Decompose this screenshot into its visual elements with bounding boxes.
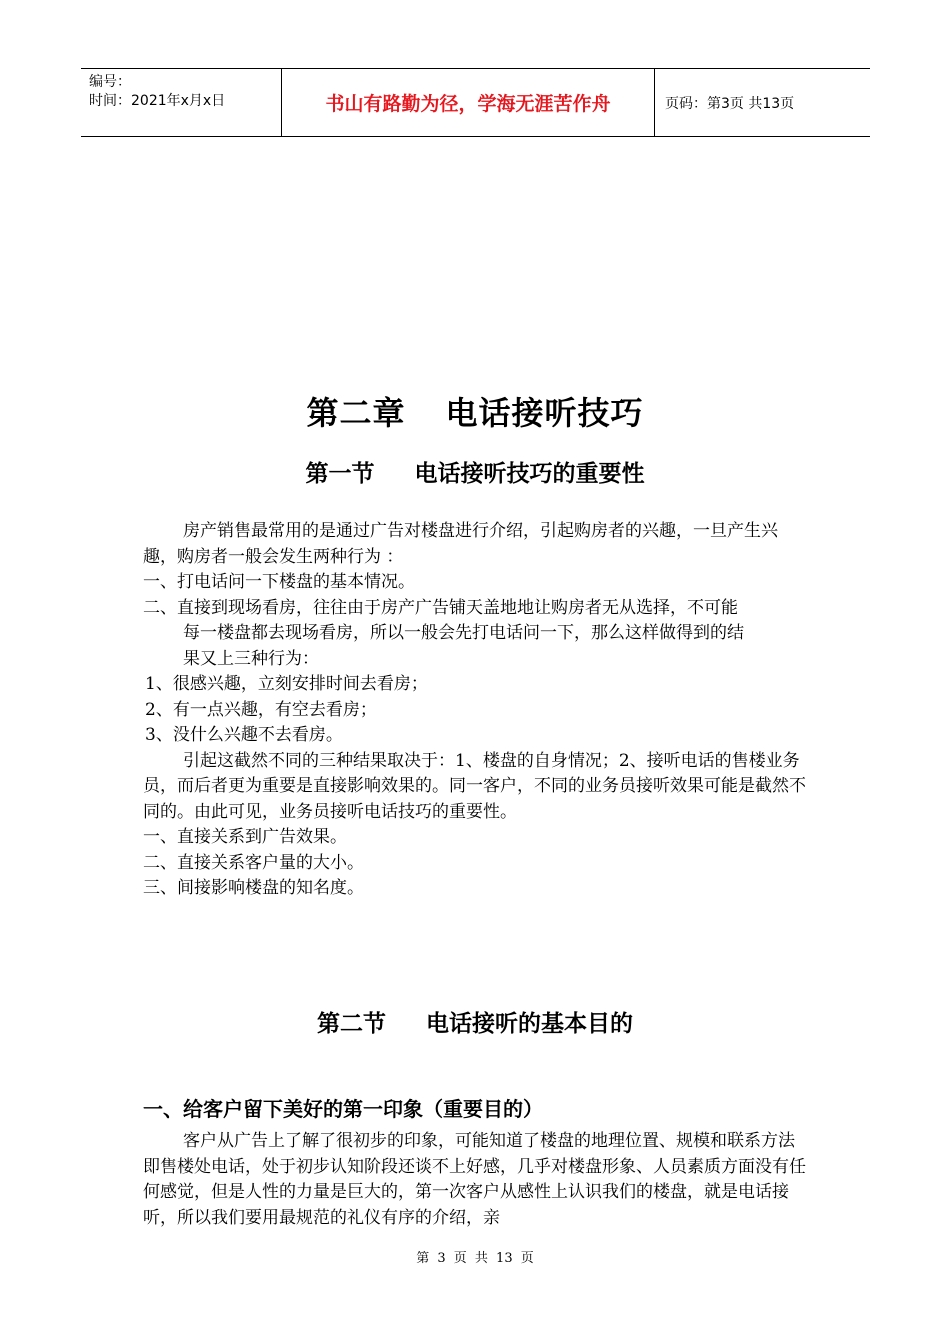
page-header [81,68,870,137]
list-item: 1、很感兴趣，立刻安排时间去看房； [145,674,428,694]
section-2-body [143,1129,810,1231]
document-number-label: 编号： [89,74,131,90]
paragraph: 每一楼盘都去现场看房，所以一般会先打电话问一下，那么这样做得到的结 [183,623,744,643]
header-meta-cell [81,69,282,136]
section-1-title [0,455,950,488]
section-2-subheading: 一、给客户留下美好的第一印象（重要目的） [143,1097,543,1121]
section-2-title [0,1005,950,1038]
list-item: 一、直接关系到广告效果。 [143,827,347,847]
header-motto: 书山有路勤为径，学海无涯苦作舟 [282,69,655,136]
list-item: 2、有一点兴趣，有空去看房； [145,699,377,720]
document-time-label: 时间：2021年x月x日 [89,93,226,109]
paragraph: 客户从广告上了解了很初步的印象，可能知道了楼盘的地理位置、规模和联系方法即售楼处电话，处于初步认知阶段还谈不上好感，几乎对楼盘形象、人员素质方面没有任何感觉，但是人性的力量是巨大的，第一次客户从感性上认识我们的楼盘，就是电话接听，所以我们要用最规范的礼仪有序的介绍，亲 [143,1131,806,1228]
section-2-number: 第二节 [317,1011,386,1037]
chapter-name: 电话接听技巧 [445,394,644,432]
paragraph: 果又上三种行为： [183,648,319,669]
section-1-name: 电话接听技巧的重要性 [414,461,645,487]
chapter-title [0,388,950,434]
paragraph: 房产销售最常用的是通过广告对楼盘进行介绍，引起购房者的兴趣，一旦产生兴趣，购房者一般会发生两种行为 ： [143,521,778,567]
chapter-number: 第二章 [306,394,406,432]
paragraph: 引起这截然不同的三种结果取决于：1、楼盘的自身情况；2、接听电话的售楼业务员，而后者更为重要是直接影响效果的。同一客户，不同的业务员接听效果可能是截然不同的。由此可见，业务员接听电话技巧的重要性。 [143,750,806,822]
list-item: 3、没什么兴趣不去看房。 [145,725,343,745]
list-item: 二、直接关系客户量的大小。 [143,852,364,873]
section-2-name: 电话接听的基本目的 [426,1011,633,1037]
list-item: 二、直接到现场看房，往往由于房产广告铺天盖地地让购房者无从选择，不可能 [143,597,738,618]
section-1-number: 第一节 [305,461,375,487]
header-page-info: 页码：第3页 共13页 [665,95,795,112]
list-item: 三、间接影响楼盘的知名度。 [143,878,364,898]
section-1-body [143,519,810,902]
page-footer: 第 3 页 共 13 页 [416,1251,534,1266]
list-item: 一、打电话问一下楼盘的基本情况。 [143,572,415,592]
